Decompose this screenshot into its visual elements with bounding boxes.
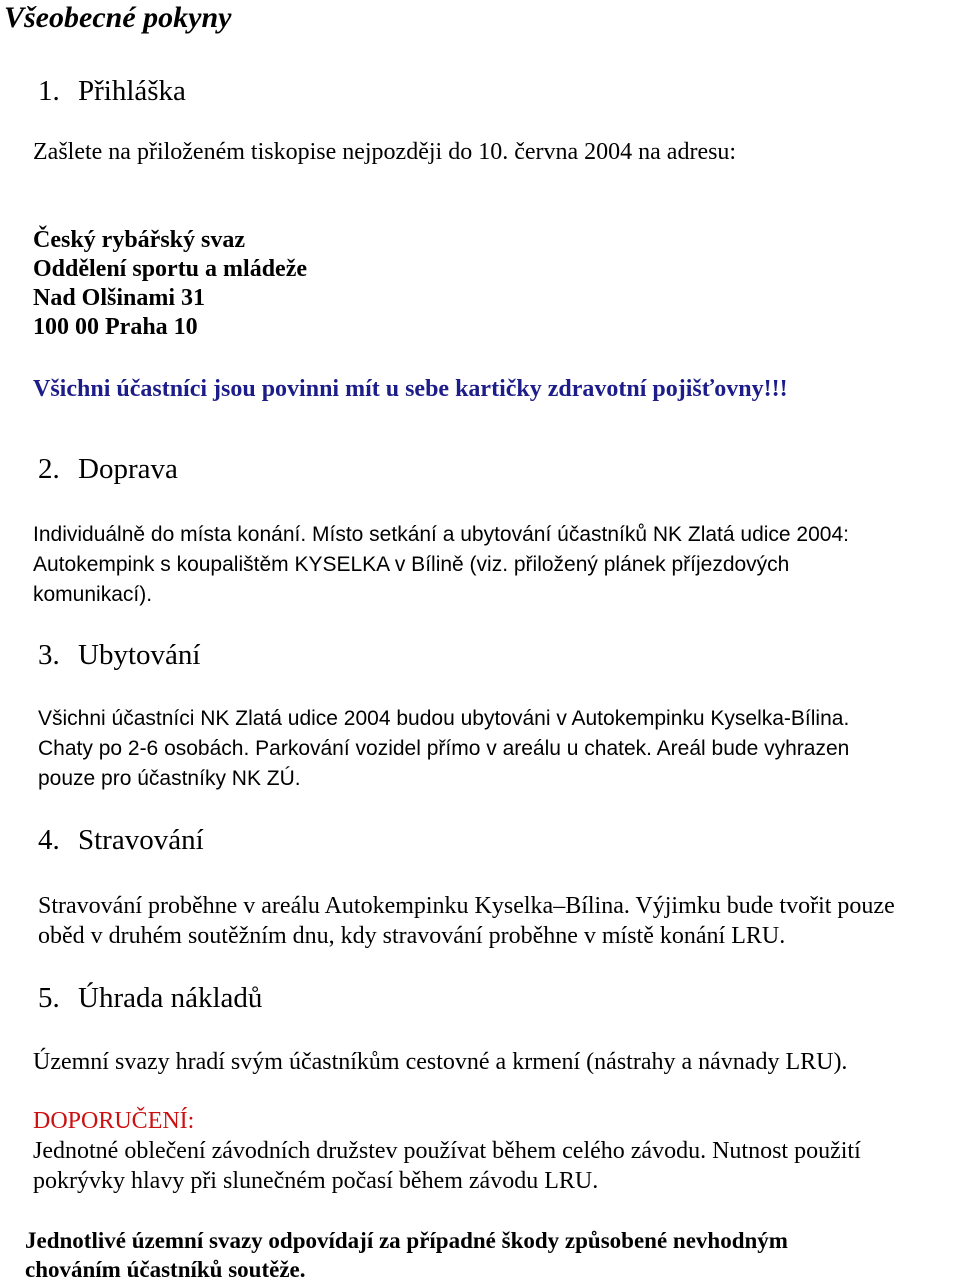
address-line: Český rybářský svaz bbox=[33, 227, 246, 253]
document-title: Všeobecné pokyny bbox=[4, 1, 232, 34]
text-line: Individuálně do místa konání. Místo setkání a ubytování účastníků NK Zlatá udice 2004: bbox=[33, 523, 849, 546]
address-line: Oddělení sportu a mládeže bbox=[33, 256, 307, 282]
costs-text: Územní svazy hradí svým účastníkům cestovné a krmení (nástrahy a návnady LRU). bbox=[33, 1049, 848, 1075]
section-title: Stravování bbox=[78, 824, 204, 856]
text-line: oběd v druhém soutěžním dnu, kdy stravování proběhne v místě konání LRU. bbox=[38, 923, 786, 949]
section-heading-uhrada-nakladu bbox=[38, 981, 262, 1015]
accommodation-text bbox=[38, 704, 849, 794]
text-line: Jednotlivé územní svazy odpovídají za případné škody způsobené nevhodným bbox=[25, 1228, 788, 1253]
section-heading-doprava bbox=[38, 452, 178, 486]
text-line: Jednotné oblečení závodních družstev používat během celého závodu. Nutnost použití bbox=[33, 1138, 861, 1164]
section-number: 4. bbox=[38, 824, 60, 856]
insurance-warning: Všichni účastníci jsou povinni mít u sebe kartičky zdravotní pojišťovny!!! bbox=[33, 376, 788, 402]
section-title: Přihláška bbox=[78, 75, 186, 107]
catering-text bbox=[38, 891, 895, 951]
section-title: Ubytování bbox=[78, 639, 201, 671]
section-number: 3. bbox=[38, 639, 60, 671]
address-line: Nad Olšinami 31 bbox=[33, 285, 206, 311]
section-title: Úhrada nákladů bbox=[78, 982, 263, 1014]
text-line: komunikací). bbox=[33, 583, 153, 606]
section-number: 2. bbox=[38, 453, 60, 485]
liability-note bbox=[25, 1226, 788, 1284]
section-number: 5. bbox=[38, 982, 60, 1014]
text-line: chováním účastníků soutěže. bbox=[25, 1257, 306, 1282]
section-heading-stravovani bbox=[38, 823, 204, 857]
text-line: Autokempink s koupalištěm KYSELKA v Bílině (viz. přiložený plánek příjezdových bbox=[33, 553, 790, 576]
application-intro: Zašlete na přiloženém tiskopise nejpozději do 10. června 2004 na adresu: bbox=[33, 139, 737, 165]
section-heading-prihlaska bbox=[38, 74, 186, 108]
section-number: 1. bbox=[38, 75, 60, 107]
text-line: Všichni účastníci NK Zlatá udice 2004 budou ubytováni v Autokempinku Kyselka-Bílina. bbox=[38, 707, 850, 730]
address-line: 100 00 Praha 10 bbox=[33, 314, 198, 340]
section-heading-ubytovani bbox=[38, 638, 200, 672]
text-line: Chaty po 2-6 osobách. Parkování vozidel přímo v areálu u chatek. Areál bude vyhrazen bbox=[38, 737, 850, 760]
recommendation-label: DOPORUČENÍ: bbox=[33, 1108, 195, 1134]
text-line: pokrývky hlavy při slunečném počasí během závodu LRU. bbox=[33, 1168, 599, 1194]
section-title: Doprava bbox=[78, 453, 178, 485]
transport-text bbox=[33, 520, 849, 610]
address-block bbox=[33, 226, 307, 342]
recommendation-text bbox=[33, 1136, 861, 1196]
text-line: Stravování proběhne v areálu Autokempinku Kyselka–Bílina. Výjimku bude tvořit pouze bbox=[38, 893, 895, 919]
text-line: pouze pro účastníky NK ZÚ. bbox=[38, 767, 301, 790]
